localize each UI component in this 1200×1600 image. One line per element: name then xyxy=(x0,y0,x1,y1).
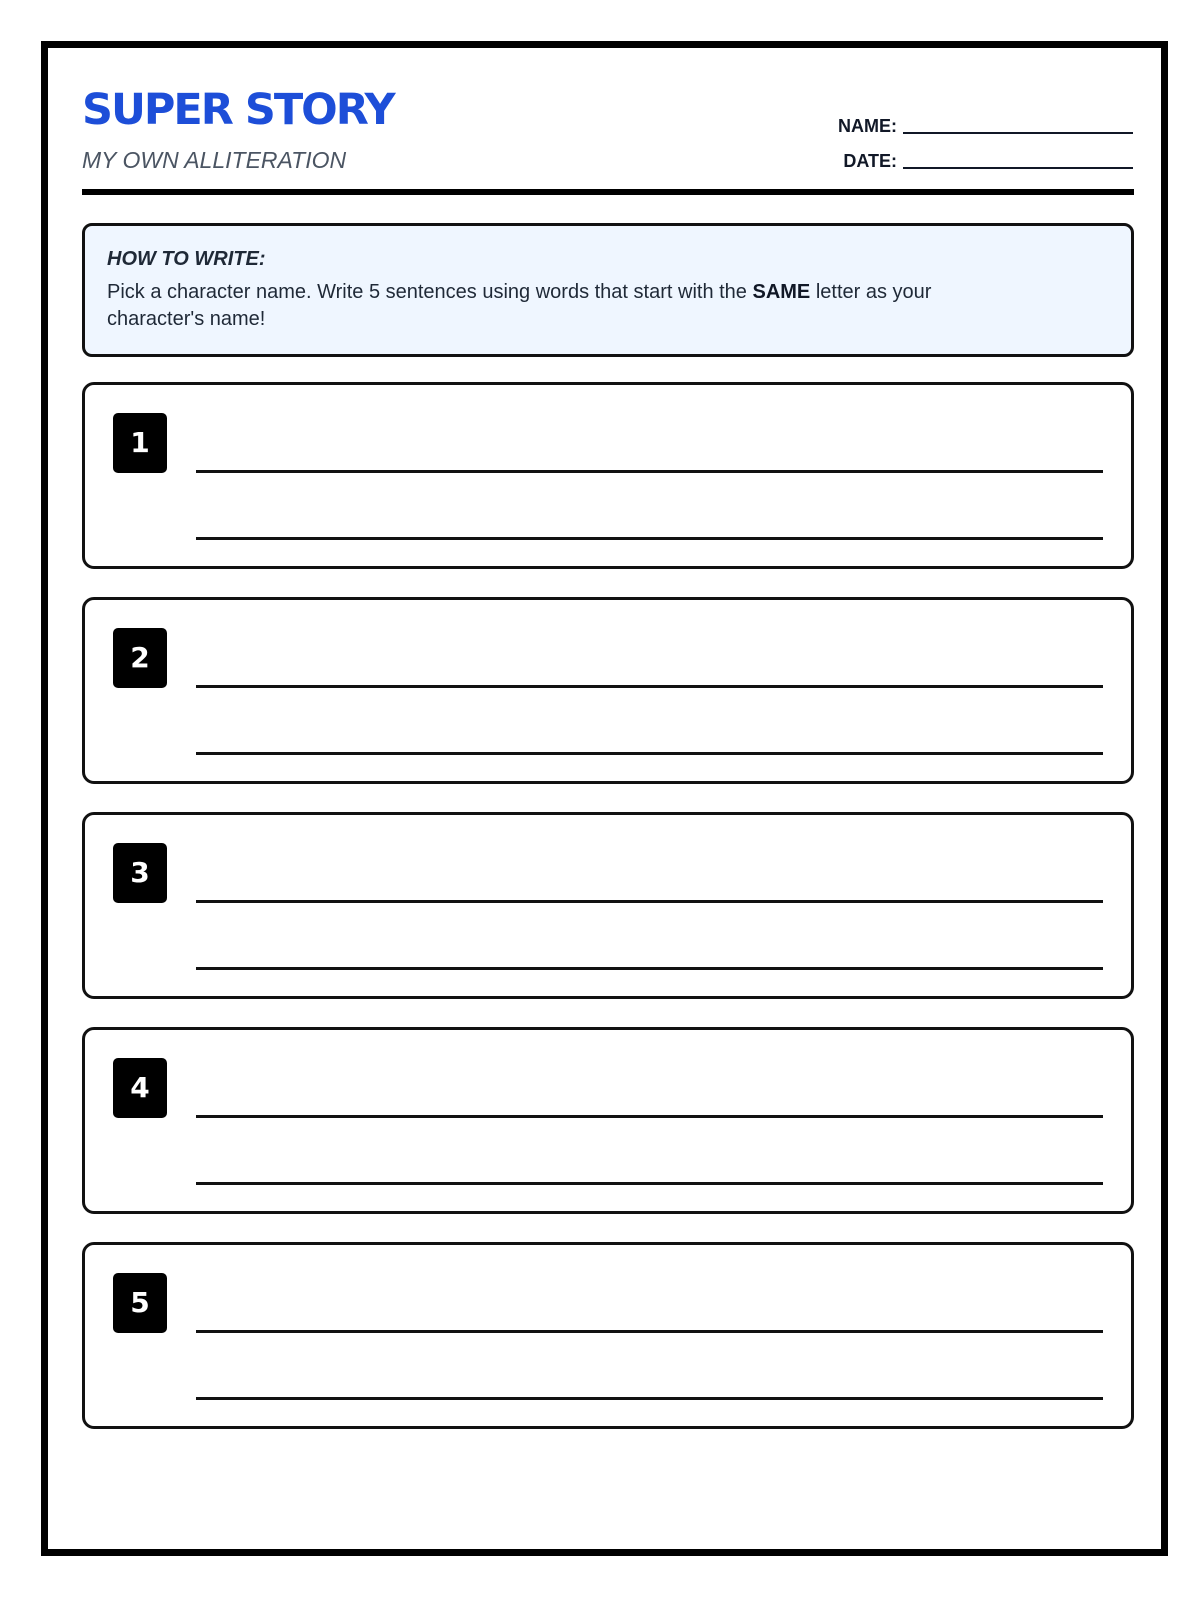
sentence-box-5 xyxy=(82,1242,1134,1429)
writing-line xyxy=(196,1397,1103,1400)
sentence-number-badge: 5 xyxy=(113,1273,167,1333)
writing-line xyxy=(196,752,1103,755)
header-divider xyxy=(82,189,1134,195)
writing-line xyxy=(196,537,1103,540)
sentence-number-badge: 3 xyxy=(113,843,167,903)
sentence-box-2 xyxy=(82,597,1134,784)
instructions-text xyxy=(107,279,1007,333)
instructions-box xyxy=(82,223,1134,357)
instructions-heading: HOW TO WRITE: xyxy=(107,248,266,270)
date-label: DATE: xyxy=(843,151,897,171)
name-label: NAME: xyxy=(838,116,897,136)
writing-line xyxy=(196,900,1103,903)
instructions-text-end: letter as your character's name! xyxy=(107,281,932,330)
writing-line xyxy=(196,1115,1103,1118)
sentence-number-badge: 1 xyxy=(113,413,167,473)
sentence-box-3 xyxy=(82,812,1134,999)
worksheet-title: SUPER STORY xyxy=(82,85,394,135)
writing-line xyxy=(196,1330,1103,1333)
writing-line xyxy=(196,1182,1103,1185)
writing-line xyxy=(196,967,1103,970)
instructions-emphasis: SAME xyxy=(752,281,811,303)
date-field xyxy=(843,151,1133,172)
name-blank-line xyxy=(903,132,1133,134)
writing-line xyxy=(196,685,1103,688)
name-field xyxy=(838,116,1133,137)
instructions-text-start: Pick a character name. Write 5 sentences using words that start with the xyxy=(107,281,753,303)
sentence-box-1 xyxy=(82,382,1134,569)
writing-line xyxy=(196,470,1103,473)
sentence-box-4 xyxy=(82,1027,1134,1214)
date-blank-line xyxy=(903,167,1133,169)
worksheet-subtitle: MY OWN ALLITERATION xyxy=(82,147,347,173)
sentence-number-badge: 2 xyxy=(113,628,167,688)
sentence-number-badge: 4 xyxy=(113,1058,167,1118)
